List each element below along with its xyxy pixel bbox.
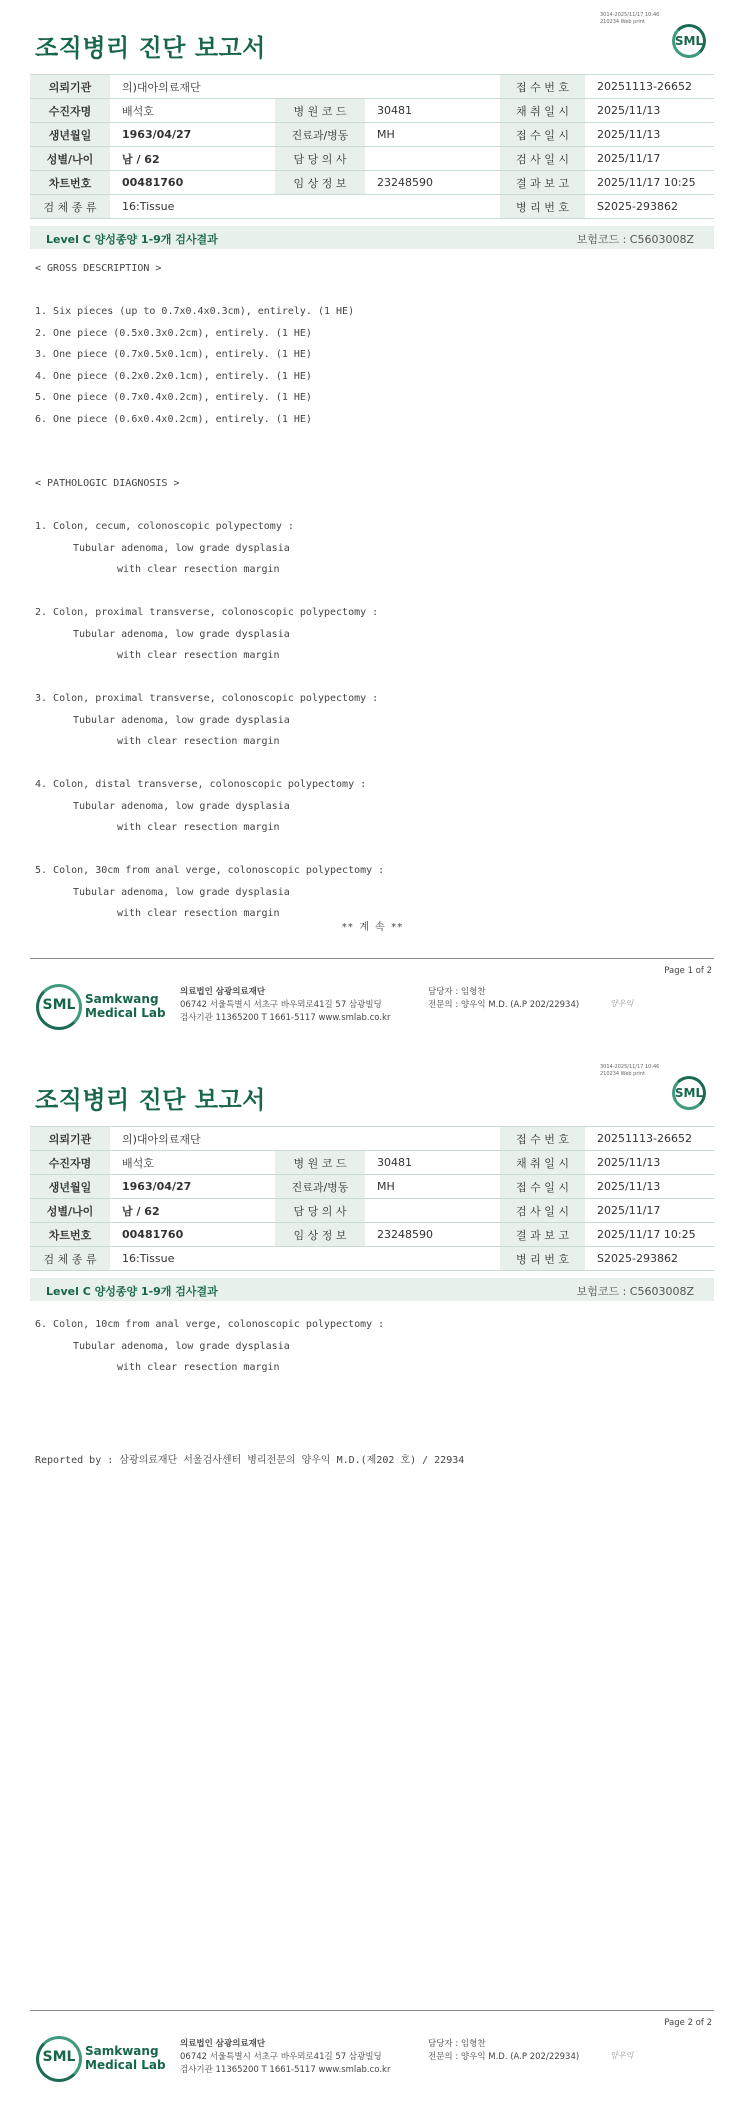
print-stamp: 3014-2025/11/17 10:46 210234 Web print <box>600 1064 660 1077</box>
diagnosis-margin: with clear resection margin <box>117 908 280 919</box>
footer-divider <box>30 958 714 959</box>
report-body <box>35 1314 384 1379</box>
info-row <box>30 195 714 219</box>
footer-address: 06742 서울특별시 서초구 바우뫼로41길 57 삼광빌딩 <box>180 1000 382 1010</box>
exam-date-label: 검 사 일 시 <box>500 1199 585 1223</box>
footer-staff-pathologist: 전문의 : 양우익 M.D. (A.P 202/22934) <box>428 2052 580 2062</box>
hospital-code-value: 30481 <box>365 99 500 123</box>
path-no-label: 병 리 번 호 <box>500 195 585 219</box>
report-page-2 <box>0 1052 744 2104</box>
chart-no-label: 차트번호 <box>30 171 110 195</box>
specimen-value: 16:Tissue <box>110 1247 500 1271</box>
clinical-label: 임 상 정 보 <box>275 1223 365 1247</box>
sex-age-value: 남 / 62 <box>110 147 275 171</box>
receipt-no-label: 접 수 번 호 <box>500 1127 585 1151</box>
gross-item: 3. One piece (0.7x0.5x0.1cm), entirely. (1 HE) <box>35 349 312 360</box>
continued-marker: ** 계 속 ** <box>341 922 403 933</box>
client-label: 의뢰기관 <box>30 1127 110 1151</box>
receipt-no-value: 20251113-26652 <box>585 1127 714 1151</box>
collect-date-value: 2025/11/13 <box>585 99 714 123</box>
footer-contact: 검사기관 11365200 T 1661-5117 www.smlab.co.kr <box>180 1013 391 1023</box>
pathologist-signature: 양우익 <box>610 999 634 1008</box>
test-banner <box>30 226 714 249</box>
hospital-code-label: 병 원 코 드 <box>275 99 365 123</box>
insurance-code: 보험코드 : C5603008Z <box>576 1285 694 1298</box>
footer-sml-logo: SML <box>36 2036 82 2082</box>
info-row <box>30 75 714 99</box>
page-number: Page 2 of 2 <box>664 2018 712 2028</box>
test-name: Level C 양성종양 1-9개 검사결과 <box>46 1285 218 1298</box>
client-label: 의뢰기관 <box>30 75 110 99</box>
diagnosis-text: Tubular adenoma, low grade dysplasia <box>73 886 290 898</box>
dept-value: MH <box>365 123 500 147</box>
info-row <box>30 1247 714 1271</box>
chart-no-label: 차트번호 <box>30 1223 110 1247</box>
footer-staff <box>428 2038 579 2064</box>
page-number: Page 1 of 2 <box>664 966 712 976</box>
info-row <box>30 147 714 171</box>
diagnosis-text: Tubular adenoma, low grade dysplasia <box>73 628 290 640</box>
diagnosis-margin: with clear resection margin <box>117 564 280 575</box>
diagnosis-site: 2. Colon, proximal transverse, colonoscopic polypectomy : <box>35 607 379 618</box>
info-row <box>30 123 714 147</box>
footer-divider <box>30 2010 714 2011</box>
patient-label: 수진자명 <box>30 99 110 123</box>
patient-info-table <box>30 1126 714 1271</box>
info-row <box>30 1223 714 1247</box>
hospital-code-label: 병 원 코 드 <box>275 1151 365 1175</box>
specimen-value: 16:Tissue <box>110 195 500 219</box>
report-title: 조직병리 진단 보고서 <box>35 34 266 62</box>
footer-lab-name: Samkwang Medical Lab <box>85 2044 166 2072</box>
hospital-code-value: 30481 <box>365 1151 500 1175</box>
report-date-label: 결 과 보 고 <box>500 171 585 195</box>
report-title: 조직병리 진단 보고서 <box>35 1086 266 1114</box>
footer-org: 의료법인 삼광의료재단 <box>180 987 266 997</box>
footer-contact: 검사기관 11365200 T 1661-5117 www.smlab.co.kr <box>180 2065 391 2075</box>
gross-item: 2. One piece (0.5x0.3x0.2cm), entirely. (1 HE) <box>35 327 312 339</box>
sex-age-value: 남 / 62 <box>110 1199 275 1223</box>
receipt-date-label: 접 수 일 시 <box>500 123 585 147</box>
gross-item: 5. One piece (0.7x0.4x0.2cm), entirely. (1 HE) <box>35 392 312 403</box>
patient-value: 배석호 <box>110 1151 275 1175</box>
doctor-label: 담 당 의 사 <box>275 1199 365 1223</box>
diagnosis-margin: with clear resection margin <box>117 650 280 661</box>
sex-age-label: 성별/나이 <box>30 147 110 171</box>
footer-staff <box>428 986 579 1012</box>
clinical-value: 23248590 <box>365 171 500 195</box>
collect-date-label: 채 취 일 시 <box>500 99 585 123</box>
clinical-label: 임 상 정 보 <box>275 171 365 195</box>
diagnosis-margin: with clear resection margin <box>117 736 280 747</box>
patient-value: 배석호 <box>110 99 275 123</box>
insurance-code: 보험코드 : C5603008Z <box>576 233 694 246</box>
diagnosis-site: 6. Colon, 10cm from anal verge, colonoscopic polypectomy : <box>35 1319 385 1330</box>
receipt-no-value: 20251113-26652 <box>585 75 714 99</box>
test-banner <box>30 1278 714 1301</box>
patient-info-table <box>30 74 714 219</box>
footer-staff-manager: 담당자 : 임형찬 <box>428 987 486 997</box>
sex-age-label: 성별/나이 <box>30 1199 110 1223</box>
footer-lab-info <box>180 986 390 1025</box>
receipt-date-label: 접 수 일 시 <box>500 1175 585 1199</box>
footer-org: 의료법인 삼광의료재단 <box>180 2039 266 2049</box>
info-row <box>30 1199 714 1223</box>
pathologist-signature: 양우익 <box>610 2051 634 2060</box>
sml-logo: SML <box>672 24 706 58</box>
receipt-date-value: 2025/11/13 <box>585 1175 714 1199</box>
sml-logo: SML <box>672 1076 706 1110</box>
diagnosis-text: Tubular adenoma, low grade dysplasia <box>73 542 290 554</box>
test-name: Level C 양성종양 1-9개 검사결과 <box>46 233 218 246</box>
chart-no-value: 00481760 <box>110 1223 275 1247</box>
dept-label: 진료과/병동 <box>275 123 365 147</box>
chart-no-value: 00481760 <box>110 171 275 195</box>
diagnosis-text: Tubular adenoma, low grade dysplasia <box>73 1340 290 1352</box>
gross-item: 1. Six pieces (up to 0.7x0.4x0.3cm), entirely. (1 HE) <box>35 306 355 317</box>
reported-by: Reported by : 삼광의료재단 서울검사센터 병리전문의 양우익 M.D.(제202 호) / 22934 <box>35 1455 465 1466</box>
dept-value: MH <box>365 1175 500 1199</box>
receipt-no-label: 접 수 번 호 <box>500 75 585 99</box>
report-date-value: 2025/11/17 10:25 <box>585 171 714 195</box>
report-date-value: 2025/11/17 10:25 <box>585 1223 714 1247</box>
specimen-label: 검 체 종 류 <box>30 1247 110 1271</box>
diagnosis-site: 4. Colon, distal transverse, colonoscopic polypectomy : <box>35 779 367 790</box>
collect-date-label: 채 취 일 시 <box>500 1151 585 1175</box>
exam-date-value: 2025/11/17 <box>585 147 714 171</box>
gross-title: < GROSS DESCRIPTION > <box>35 263 162 274</box>
dob-label: 생년월일 <box>30 1175 110 1199</box>
dob-label: 생년월일 <box>30 123 110 147</box>
client-value: 의)대아의료재단 <box>110 1127 500 1151</box>
diagnosis-margin: with clear resection margin <box>117 1362 280 1373</box>
doctor-value <box>365 1199 500 1223</box>
footer-lab-name: Samkwang Medical Lab <box>85 992 166 1020</box>
diagnosis-site: 3. Colon, proximal transverse, colonoscopic polypectomy : <box>35 693 379 704</box>
print-stamp: 3014-2025/11/17 10:46 210234 Web print <box>600 12 660 25</box>
diagnosis-text: Tubular adenoma, low grade dysplasia <box>73 714 290 726</box>
footer-address: 06742 서울특별시 서초구 바우뫼로41길 57 삼광빌딩 <box>180 2052 382 2062</box>
doctor-value <box>365 147 500 171</box>
receipt-date-value: 2025/11/13 <box>585 123 714 147</box>
path-no-value: S2025-293862 <box>585 1247 714 1271</box>
specimen-label: 검 체 종 류 <box>30 195 110 219</box>
dept-label: 진료과/병동 <box>275 1175 365 1199</box>
diagnosis-text: Tubular adenoma, low grade dysplasia <box>73 800 290 812</box>
diagnosis-margin: with clear resection margin <box>117 822 280 833</box>
client-value: 의)대아의료재단 <box>110 75 500 99</box>
info-row <box>30 1127 714 1151</box>
info-row <box>30 1175 714 1199</box>
info-row <box>30 99 714 123</box>
patient-label: 수진자명 <box>30 1151 110 1175</box>
footer-sml-logo: SML <box>36 984 82 1030</box>
report-date-label: 결 과 보 고 <box>500 1223 585 1247</box>
diagnosis-site: 5. Colon, 30cm from anal verge, colonoscopic polypectomy : <box>35 865 385 876</box>
path-no-label: 병 리 번 호 <box>500 1247 585 1271</box>
doctor-label: 담 당 의 사 <box>275 147 365 171</box>
report-body <box>35 258 384 925</box>
gross-item: 4. One piece (0.2x0.2x0.1cm), entirely. (1 HE) <box>35 370 312 382</box>
exam-date-label: 검 사 일 시 <box>500 147 585 171</box>
footer-lab-info <box>180 2038 390 2077</box>
info-row <box>30 171 714 195</box>
footer-staff-manager: 담당자 : 임형찬 <box>428 2039 486 2049</box>
path-no-value: S2025-293862 <box>585 195 714 219</box>
dob-value: 1963/04/27 <box>110 123 275 147</box>
exam-date-value: 2025/11/17 <box>585 1199 714 1223</box>
collect-date-value: 2025/11/13 <box>585 1151 714 1175</box>
footer-staff-pathologist: 전문의 : 양우익 M.D. (A.P 202/22934) <box>428 1000 580 1010</box>
dob-value: 1963/04/27 <box>110 1175 275 1199</box>
info-row <box>30 1151 714 1175</box>
diagnosis-site: 1. Colon, cecum, colonoscopic polypectomy : <box>35 521 294 532</box>
gross-item: 6. One piece (0.6x0.4x0.2cm), entirely. (1 HE) <box>35 413 312 425</box>
diagnosis-title: < PATHOLOGIC DIAGNOSIS > <box>35 478 180 489</box>
clinical-value: 23248590 <box>365 1223 500 1247</box>
